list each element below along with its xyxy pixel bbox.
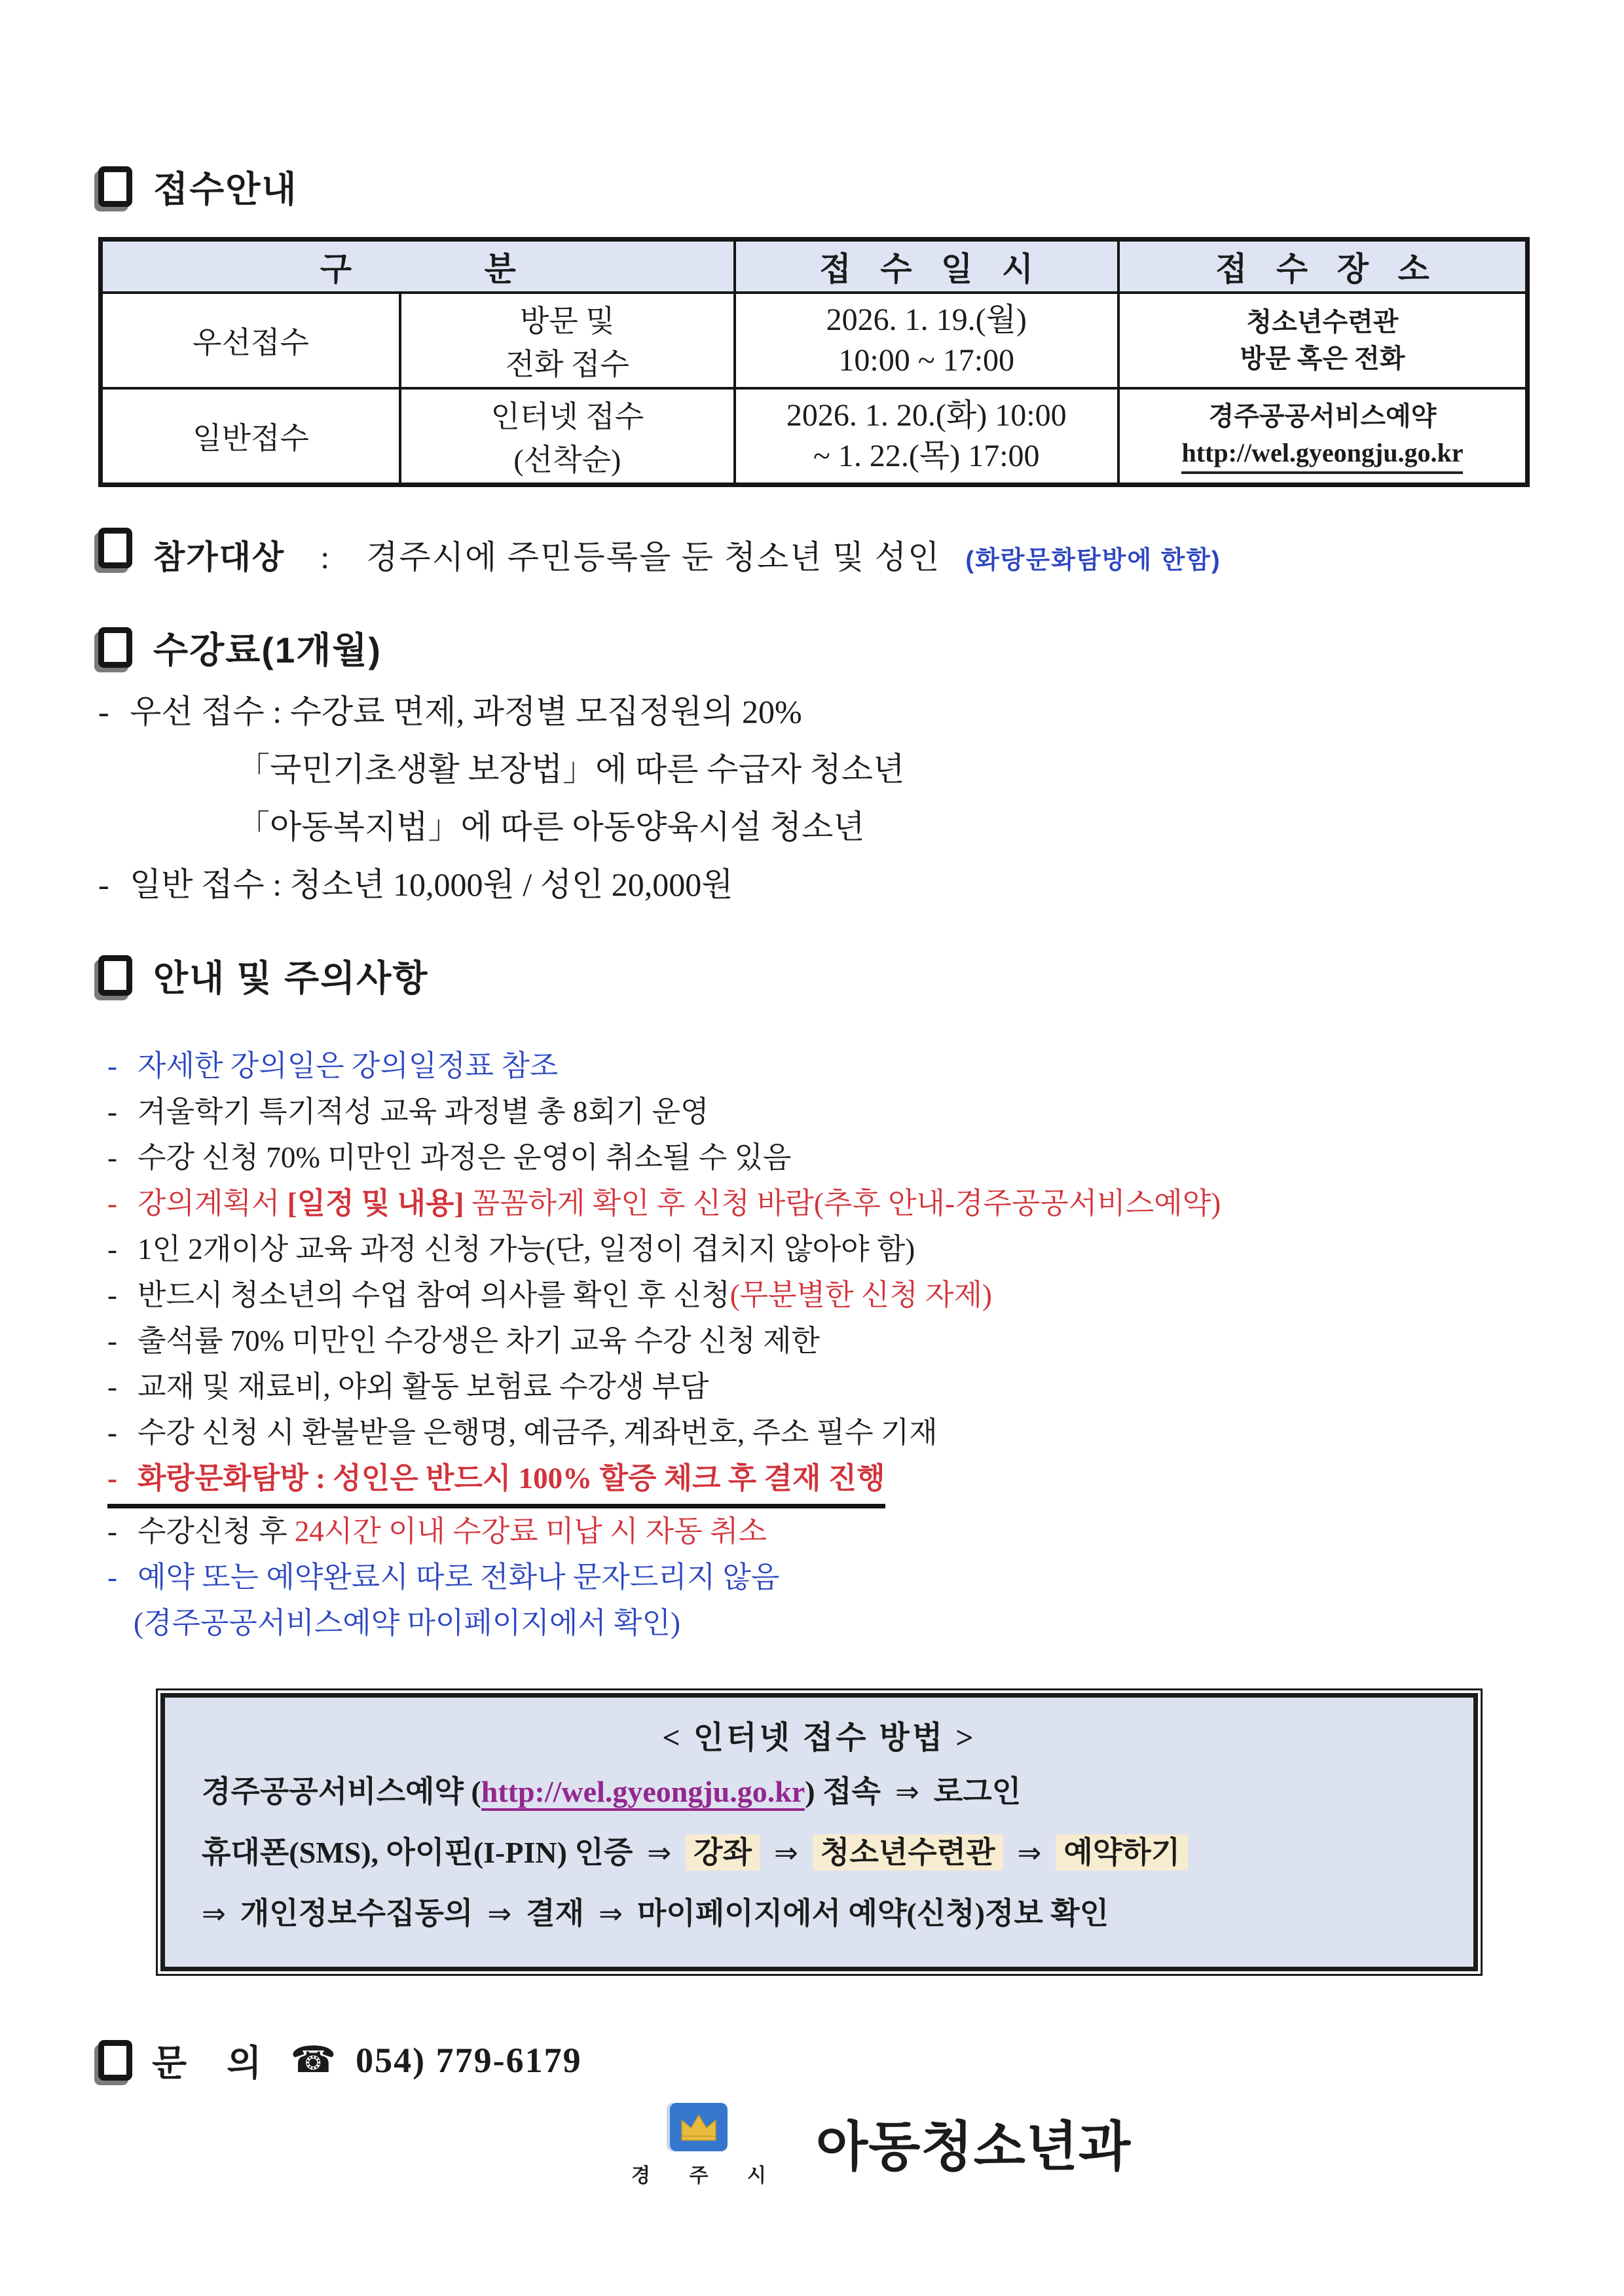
- list-item: [107, 1226, 1526, 1272]
- fee-text: 우선 접수 : 수강료 면제, 과정별 모집정원의 20%: [130, 693, 802, 730]
- dash-bullet: -: [98, 693, 109, 730]
- box-line-3: [202, 1884, 1437, 1944]
- section-heading-fee: [98, 621, 1526, 673]
- right-arrow-icon: ⇒: [895, 1776, 919, 1809]
- underlined-notice: [107, 1455, 885, 1508]
- list-item: [107, 1554, 1526, 1600]
- date-line: 2026. 1. 19.(월): [826, 302, 1027, 337]
- department-signature: [614, 2103, 1526, 2188]
- reservation-site-url[interactable]: http://wel.gyeongju.go.kr: [1181, 435, 1463, 474]
- target-text: 경주시에 주민등록을 둔 청소년 및 성인: [366, 539, 941, 575]
- step-highlight: 강좌: [686, 1834, 760, 1870]
- section-heading-target: [98, 528, 1526, 578]
- notice-text: 1인 2개이상 교육 과정 신청 가능(단, 일정이 겹치지 않아야 함): [138, 1233, 915, 1266]
- notice-text: 수강 신청 시 환불받을 은행명, 예금주, 계좌번호, 주소 필수 기재: [138, 1416, 938, 1449]
- cell-type: 일반접수: [103, 387, 401, 483]
- notice-text: [138, 1180, 1221, 1226]
- colon: :: [320, 539, 331, 575]
- box-text: 휴대폰(SMS), 아이핀(I-PIN) 인증: [202, 1836, 633, 1869]
- reservation-site-link[interactable]: http://wel.gyeongju.go.kr: [481, 1775, 805, 1811]
- notice-text: 겨울학기 특기적성 교육 과정별 총 8회기 운영: [138, 1095, 709, 1128]
- header-place: 접 수 장 소: [1120, 242, 1525, 291]
- phone-number: 054) 779-6179: [356, 2040, 582, 2080]
- list-item: [107, 1410, 1526, 1455]
- table-row: [103, 387, 1525, 483]
- notice-text-segment: 꼼꼼하게 확인 후 신청 바람(추후 안내-경주공공서비스예약): [464, 1187, 1221, 1220]
- cell-type: 우선접수: [103, 291, 401, 387]
- section-title: 참가대상: [153, 539, 286, 575]
- checkbox-bullet-icon: [98, 955, 132, 996]
- section-title: 접수안내: [153, 169, 298, 210]
- right-arrow-icon: ⇒: [599, 1897, 623, 1931]
- fee-line: [237, 808, 1526, 846]
- method-line: 방문 및: [519, 304, 615, 338]
- right-arrow-icon: ⇒: [647, 1836, 672, 1870]
- notice-text: 예약 또는 예약완료시 따로 전화나 문자드리지 않음: [138, 1561, 780, 1594]
- list-item: [107, 1508, 1526, 1554]
- contact-section: [98, 2034, 1526, 2086]
- list-item: [107, 1043, 1526, 1089]
- box-text: 로그인: [933, 1775, 1022, 1808]
- date-line: ~ 1. 22.(목) 17:00: [813, 439, 1040, 473]
- cell-place: [1120, 291, 1525, 387]
- box-text: 개인정보수집동의: [240, 1897, 473, 1930]
- notice-text-segment: [일정 및 내용]: [287, 1187, 464, 1220]
- checkbox-bullet-icon: [98, 2040, 132, 2081]
- list-item: [107, 1180, 1526, 1226]
- section-title: 안내 및 주의사항: [153, 958, 429, 998]
- notice-text: 출석률 70% 미만인 수강생은 차기 교육 수강 신청 제한: [138, 1324, 820, 1357]
- checkbox-bullet-icon: [98, 528, 132, 568]
- list-item: [107, 1272, 1526, 1318]
- dash-bullet: -: [98, 866, 109, 903]
- fee-text: 「국민기초생활 보장법」에 따른 수급자 청소년: [237, 751, 905, 788]
- target-note: (화랑문화탐방에 한함): [965, 547, 1221, 574]
- fee-line: [98, 693, 1526, 731]
- section-title: 수강료(1개월): [153, 630, 382, 670]
- method-line: (선착순): [513, 443, 621, 477]
- cell-datetime: [736, 291, 1120, 387]
- right-arrow-icon: ⇒: [774, 1836, 798, 1870]
- method-line: 인터넷 접수: [490, 400, 644, 433]
- box-text: 마이페이지에서 예약(신청)정보 확인: [637, 1897, 1109, 1930]
- header-category: 구 분: [103, 242, 736, 291]
- notice-text-segment: 수강신청 후: [138, 1515, 295, 1548]
- notice-list: [107, 1043, 1526, 1646]
- cell-method: [401, 387, 735, 483]
- table-header-row: [103, 242, 1525, 291]
- notice-text: 수강 신청 70% 미만인 과정은 운영이 취소될 수 있음: [138, 1141, 792, 1174]
- dash-bullet: -: [107, 1515, 117, 1548]
- fee-text: 「아동복지법」에 따른 아동양육시설 청소년: [237, 809, 865, 845]
- telephone-icon: ☎: [290, 2039, 337, 2081]
- city-emblem-icon: [670, 2103, 728, 2151]
- date-line: 10:00 ~ 17:00: [838, 343, 1015, 378]
- notice-text-segment: 강의계획서: [138, 1187, 287, 1220]
- checkbox-bullet-icon: [98, 627, 132, 668]
- list-item: [107, 1364, 1526, 1410]
- dash-bullet: -: [107, 1462, 117, 1495]
- place-line: 청소년수련관: [1246, 307, 1399, 337]
- box-title: < 인터넷 접수 방법 >: [662, 1721, 976, 1755]
- dash-bullet: -: [107, 1324, 117, 1357]
- crown-icon: [678, 2111, 719, 2143]
- header-datetime: 접 수 일 시: [736, 242, 1120, 291]
- internet-method-box: [160, 1693, 1478, 1971]
- reception-table: [98, 237, 1530, 487]
- contact-label: 문 의: [152, 2043, 262, 2083]
- notice-text-segment: (무분별한 신청 자제): [729, 1279, 992, 1311]
- list-item: [134, 1600, 1526, 1646]
- notice-text: [138, 1272, 992, 1318]
- method-line: 전화 접수: [505, 348, 629, 381]
- date-line: 2026. 1. 20.(화) 10:00: [786, 398, 1067, 433]
- notice-text-segment: 반드시 청소년의 수업 참여 의사를 확인 후 신청: [138, 1279, 730, 1311]
- list-item-highlighted: [107, 1455, 1526, 1508]
- notice-text: [138, 1508, 767, 1554]
- cell-place: [1120, 387, 1525, 483]
- section-heading-notices: [98, 949, 1526, 1001]
- dash-bullet: -: [107, 1279, 117, 1311]
- list-item: [107, 1089, 1526, 1135]
- dash-bullet: -: [107, 1416, 117, 1449]
- dash-bullet: -: [107, 1095, 117, 1128]
- notice-text: 화랑문화탐방 : 성인은 반드시 100% 할증 체크 후 결재 진행: [138, 1462, 885, 1495]
- step-highlight: 예약하기: [1056, 1834, 1188, 1870]
- dash-bullet: -: [107, 1049, 117, 1082]
- place-line: 경주공공서비스예약: [1208, 401, 1437, 431]
- dash-bullet: -: [107, 1561, 117, 1594]
- notice-text-segment: 24시간 이내 수강료 미납 시 자동 취소: [294, 1515, 767, 1548]
- box-line-2: [202, 1823, 1437, 1884]
- notice-text: 교재 및 재료비, 야외 활동 보험료 수강생 부담: [138, 1370, 709, 1403]
- cell-method: [401, 291, 735, 387]
- box-text: ) 접속: [805, 1775, 881, 1808]
- notice-text: 자세한 강의일은 강의일정표 참조: [138, 1049, 559, 1082]
- fee-line: [98, 866, 1526, 903]
- right-arrow-icon: ⇒: [487, 1897, 512, 1931]
- right-arrow-icon: ⇒: [1017, 1836, 1042, 1870]
- dash-bullet: -: [107, 1233, 117, 1266]
- dash-bullet: -: [107, 1141, 117, 1174]
- list-item: [107, 1135, 1526, 1180]
- gyeongju-city-logo: [614, 2103, 783, 2188]
- box-text: 결재: [526, 1897, 585, 1930]
- table-row: [103, 291, 1525, 387]
- fee-text: 일반 접수 : 청소년 10,000원 / 성인 20,000원: [130, 866, 733, 903]
- box-text: 경주공공서비스예약 (: [202, 1775, 481, 1808]
- section-heading-reception: [98, 160, 1526, 212]
- fee-line: [237, 750, 1526, 788]
- city-name: 경 주 시: [631, 2165, 783, 2187]
- notice-text: (경주공공서비스예약 마이페이지에서 확인): [134, 1607, 680, 1639]
- fee-lines: [98, 693, 1526, 903]
- cell-datetime: [736, 387, 1120, 483]
- list-item: [107, 1318, 1526, 1364]
- step-highlight: 청소년수련관: [813, 1834, 1003, 1870]
- box-line-1: [202, 1762, 1437, 1823]
- dash-bullet: -: [107, 1370, 117, 1403]
- checkbox-bullet-icon: [98, 166, 132, 207]
- right-arrow-icon: ⇒: [202, 1897, 226, 1931]
- place-line: 방문 혹은 전화: [1240, 344, 1405, 373]
- dash-bullet: -: [107, 1187, 117, 1220]
- department-name: 아동청소년과: [815, 2117, 1132, 2177]
